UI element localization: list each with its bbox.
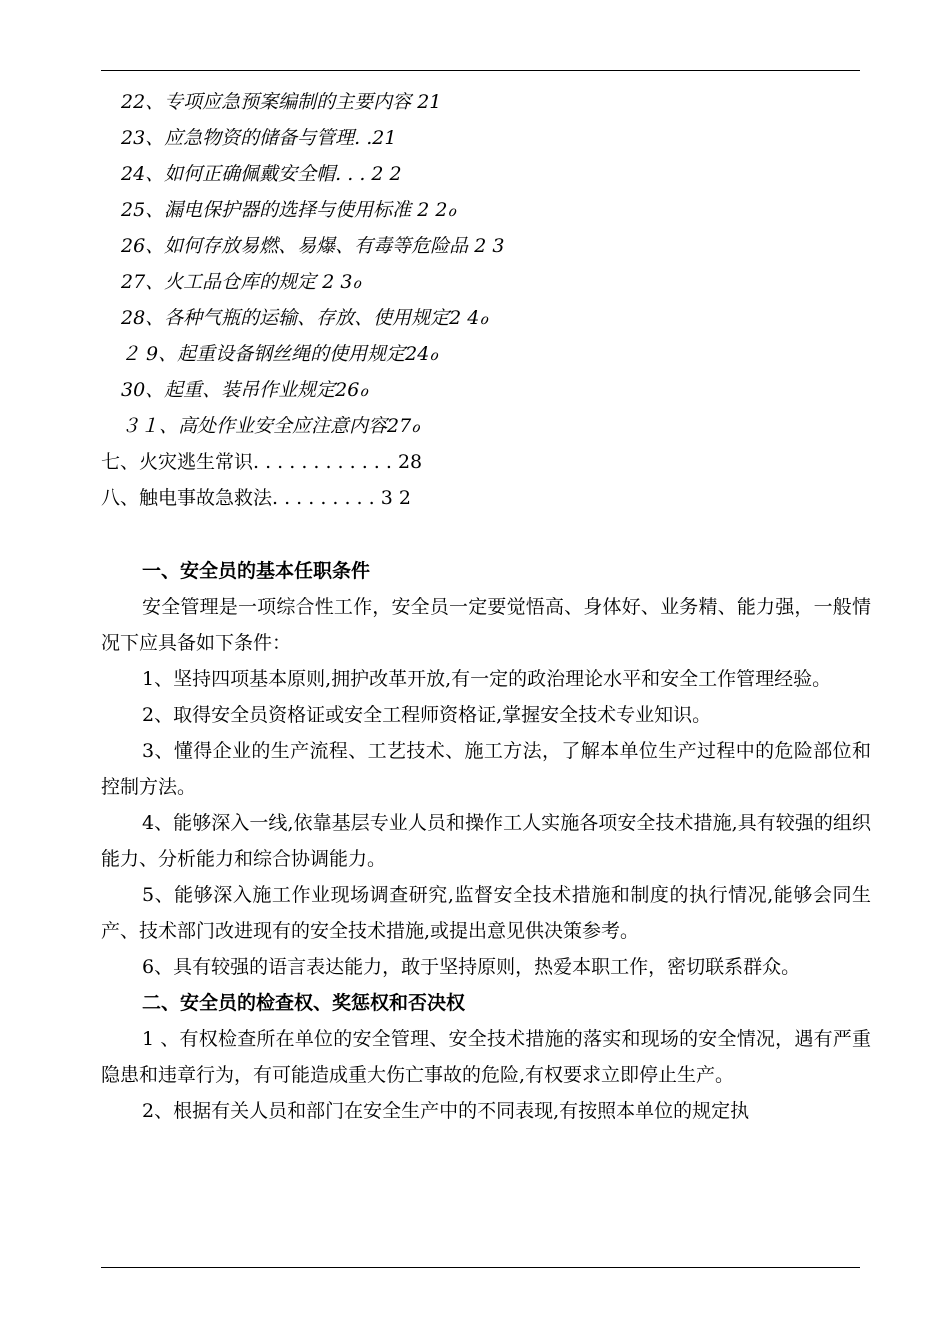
paragraph: 安全管理是一项综合性工作，安全员一定要觉悟高、身体好、业务精、能力强，一般情况下应具备如下条件： (101, 596, 871, 654)
section-authority (101, 985, 871, 1129)
toc-item: 30、起重、装吊作业规定26ℴ (121, 379, 369, 401)
header-rule (101, 70, 860, 71)
paragraph: 5、能够深入施工作业现场调查研究,监督安全技术措施和制度的执行情况,能够会同生产、技术部门改进现有的安全技术措施,或提出意见供决策参考。 (101, 884, 871, 942)
paragraph: 4、能够深入一线,依靠基层专业人员和操作工人实施各项安全技术措施,具有较强的组织能力、分析能力和综合协调能力。 (101, 812, 871, 870)
toc-item: 27、火工品仓库的规定 2 3ℴ (121, 271, 362, 293)
paragraph: 3、懂得企业的生产流程、工艺技术、施工方法，了解本单位生产过程中的危险部位和控制方法。 (101, 740, 871, 798)
toc-item: ２ 9、起重设备钢丝绳的使用规定24ℴ (121, 343, 439, 365)
toc-item: 22、专项应急预案编制的主要内容 21 (121, 91, 442, 113)
toc-item: 25、漏电保护器的选择与使用标准 2 2ℴ (121, 199, 457, 221)
footer-rule (101, 1267, 860, 1268)
paragraph: 1、坚持四项基本原则,拥护改革开放,有一定的政治理论水平和安全工作管理经验。 (142, 668, 832, 690)
toc-item: 23、应急物资的储备与管理. .21 (121, 127, 397, 149)
document-body (101, 84, 871, 1129)
toc-main-item: 七、火灾逃生常识. . . . . . . . . . . . 28 (101, 451, 423, 473)
toc-item: 28、各种气瓶的运输、存放、使用规定2 4ℴ (121, 307, 489, 329)
paragraph: 1 、有权检查所在单位的安全管理、安全技术措施的落实和现场的安全情况，遇有严重隐患和违章行为，有可能造成重大伤亡事故的危险,有权要求立即停止生产。 (101, 1028, 871, 1086)
section-heading: 二、安全员的检查权、奖惩权和否决权 (142, 992, 466, 1014)
toc-item: 24、如何正确佩戴安全帽. . . 2 2 (121, 163, 402, 185)
paragraph: 2、取得安全员资格证或安全工程师资格证,掌握安全技术专业知识。 (142, 704, 712, 726)
toc-item: ３１、高处作业安全应注意内容27ℴ (121, 415, 420, 437)
table-of-contents (101, 84, 871, 516)
paragraph: 2、根据有关人员和部门在安全生产中的不同表现,有按照本单位的规定执 (142, 1100, 750, 1122)
toc-main-item: 八、触电事故急救法. . . . . . . . . 3 2 (101, 487, 411, 509)
section-qualifications (101, 553, 871, 985)
section-heading: 一、安全员的基本任职条件 (142, 560, 371, 582)
paragraph: 6、具有较强的语言表达能力，敢于坚持原则，热爱本职工作，密切联系群众。 (142, 956, 801, 978)
toc-item: 26、如何存放易燃、易爆、有毒等危险品 2 3 (121, 235, 505, 257)
